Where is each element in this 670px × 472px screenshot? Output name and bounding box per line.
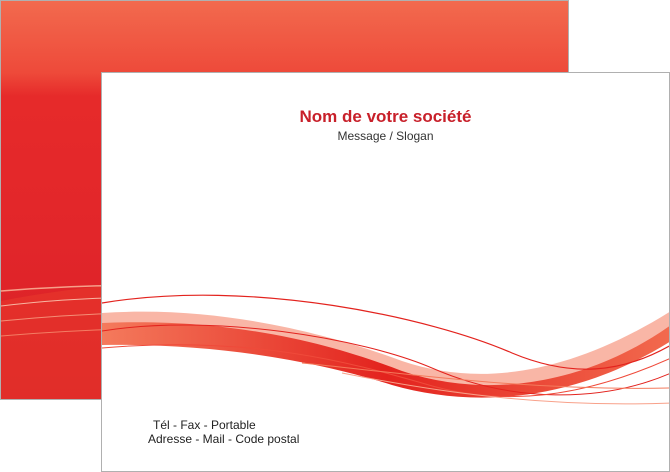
contact-phone-line: Tél - Fax - Portable: [153, 418, 256, 432]
company-name: Nom de votre société: [299, 107, 472, 126]
flyer-front-side: [101, 72, 670, 472]
contact-address-line: Adresse - Mail - Code postal: [148, 432, 300, 446]
slogan-text: Message / Slogan: [337, 129, 434, 143]
contact-block: [148, 418, 299, 446]
